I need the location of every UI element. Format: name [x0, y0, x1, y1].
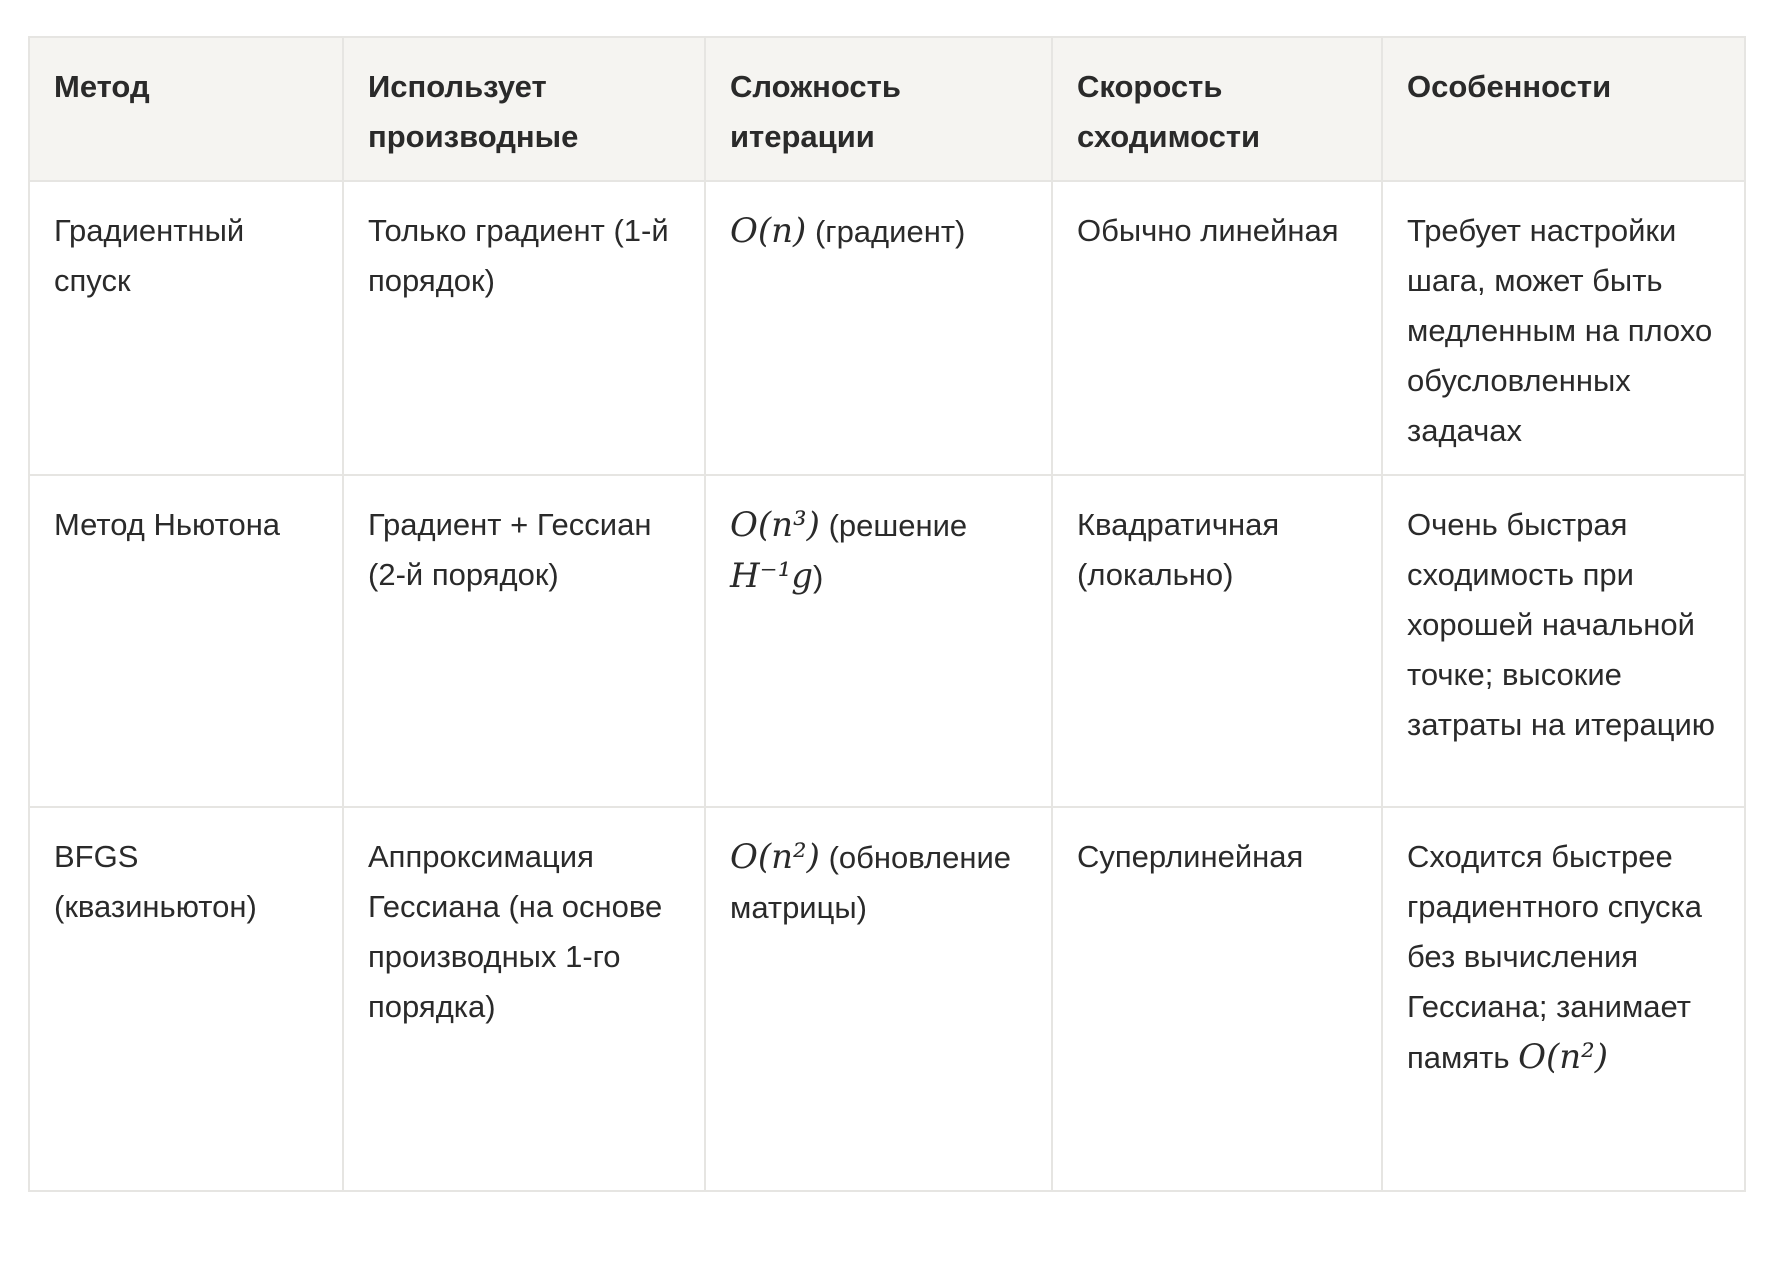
- table-row: [29, 475, 1745, 807]
- cell-derivatives: Только градиент (1-й порядок): [343, 181, 705, 475]
- cell-complexity: [705, 181, 1052, 475]
- cell-derivatives: Аппроксимация Гессиана (на основе производных 1-го порядка): [343, 807, 705, 1191]
- cell-features: [1382, 807, 1745, 1191]
- math-formula: O(n²): [730, 837, 820, 877]
- header-derivatives: Использует производные: [343, 37, 705, 181]
- cell-convergence: Обычно линейная: [1052, 181, 1382, 475]
- cell-convergence: Суперлинейная: [1052, 807, 1382, 1191]
- header-convergence: Скорость сходимости: [1052, 37, 1382, 181]
- complexity-note: (обновление матрицы): [730, 840, 1012, 925]
- cell-derivatives: Градиент + Гессиан (2-й порядок): [343, 475, 705, 807]
- table-row: [29, 181, 1745, 475]
- cell-features: Требует настройки шага, может быть медленным на плохо обусловленных задачах: [1382, 181, 1745, 475]
- comparison-table: [28, 36, 1746, 1192]
- math-formula: O(n³): [730, 505, 820, 545]
- cell-features: Очень быстрая сходимость при хорошей начальной точке; высокие затраты на итерацию: [1382, 475, 1745, 807]
- cell-complexity: [705, 807, 1052, 1191]
- cell-method: Градиентный спуск: [29, 181, 343, 475]
- header-method: Метод: [29, 37, 343, 181]
- header-complexity: Сложность итерации: [705, 37, 1052, 181]
- complexity-note-end: ): [813, 559, 824, 594]
- cell-method: Метод Ньютона: [29, 475, 343, 807]
- header-features: Особенности: [1382, 37, 1745, 181]
- math-formula: O(n): [730, 211, 807, 251]
- complexity-note: (градиент): [814, 214, 966, 249]
- math-formula: O(n²): [1518, 1037, 1609, 1077]
- complexity-note: (решение: [828, 508, 968, 543]
- math-formula: H⁻¹g: [730, 556, 813, 596]
- cell-method: BFGS (квазиньютон): [29, 807, 343, 1191]
- cell-convergence: Квадратичная (локально): [1052, 475, 1382, 807]
- table-row: [29, 807, 1745, 1191]
- cell-complexity: [705, 475, 1052, 807]
- features-text: Сходится быстрее градиентного спуска без вычисления Гессиана; занимает память: [1407, 839, 1703, 1075]
- table-header-row: [29, 37, 1745, 181]
